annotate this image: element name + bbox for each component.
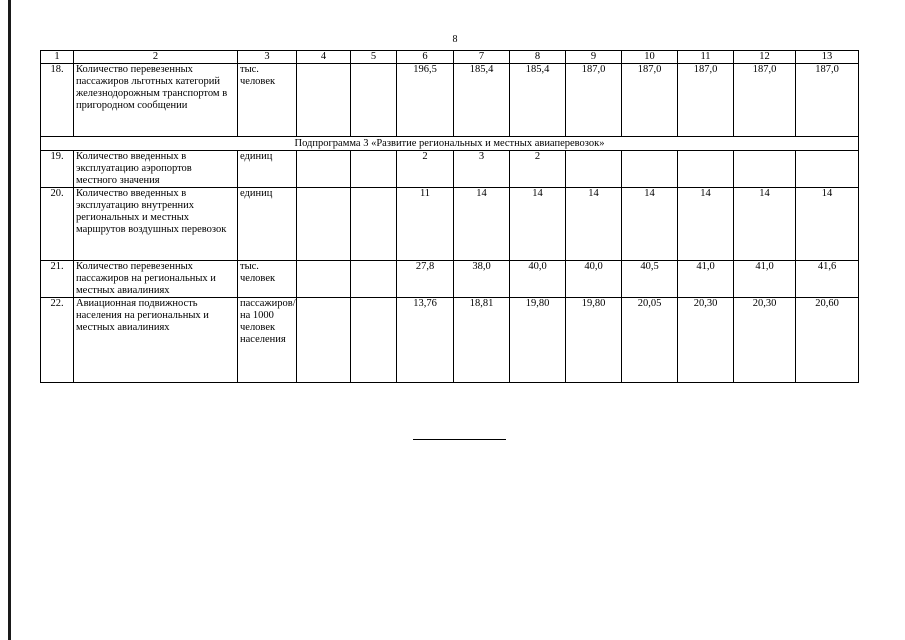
value-cell: 40,5 bbox=[622, 261, 678, 298]
value-cell: 13,76 bbox=[397, 298, 454, 383]
table-row bbox=[41, 298, 859, 383]
value-cell bbox=[351, 188, 397, 261]
column-header: 8 bbox=[510, 51, 566, 64]
column-header: 6 bbox=[397, 51, 454, 64]
value-cell: 187,0 bbox=[796, 64, 859, 137]
value-cell: 14 bbox=[678, 188, 734, 261]
row-number: 20. bbox=[41, 188, 74, 261]
column-header: 7 bbox=[454, 51, 510, 64]
indicator-name: Количество введенных в эксплуатацию внутренних региональных и местных маршрутов воздушных перевозок bbox=[74, 188, 238, 261]
value-cell: 14 bbox=[510, 188, 566, 261]
value-cell: 20,60 bbox=[796, 298, 859, 383]
value-cell: 187,0 bbox=[566, 64, 622, 137]
column-header: 13 bbox=[796, 51, 859, 64]
column-header: 1 bbox=[41, 51, 74, 64]
table-row bbox=[41, 64, 859, 137]
column-header: 12 bbox=[734, 51, 796, 64]
column-header: 9 bbox=[566, 51, 622, 64]
value-cell bbox=[622, 151, 678, 188]
value-cell bbox=[351, 151, 397, 188]
value-cell: 20,30 bbox=[678, 298, 734, 383]
value-cell: 14 bbox=[734, 188, 796, 261]
value-cell: 14 bbox=[622, 188, 678, 261]
value-cell: 40,0 bbox=[510, 261, 566, 298]
column-header: 3 bbox=[238, 51, 297, 64]
value-cell bbox=[297, 151, 351, 188]
value-cell: 187,0 bbox=[734, 64, 796, 137]
value-cell: 20,05 bbox=[622, 298, 678, 383]
indicator-name: Количество введенных в эксплуатацию аэропортов местного значения bbox=[74, 151, 238, 188]
unit-of-measure: пассажиров/на 1000 человек населения bbox=[238, 298, 297, 383]
column-header: 11 bbox=[678, 51, 734, 64]
value-cell: 14 bbox=[566, 188, 622, 261]
column-header: 10 bbox=[622, 51, 678, 64]
row-number: 21. bbox=[41, 261, 74, 298]
value-cell: 41,0 bbox=[734, 261, 796, 298]
indicator-name: Количество перевезенных пассажиров льготных категорий железнодорожным транспортом в пригородном сообщении bbox=[74, 64, 238, 137]
column-number-row bbox=[41, 51, 859, 64]
value-cell: 19,80 bbox=[566, 298, 622, 383]
value-cell: 41,6 bbox=[796, 261, 859, 298]
table-row bbox=[41, 261, 859, 298]
value-cell: 38,0 bbox=[454, 261, 510, 298]
value-cell: 196,5 bbox=[397, 64, 454, 137]
value-cell bbox=[351, 64, 397, 137]
subprogram-row bbox=[41, 137, 859, 151]
value-cell bbox=[351, 298, 397, 383]
value-cell bbox=[678, 151, 734, 188]
value-cell: 185,4 bbox=[510, 64, 566, 137]
value-cell bbox=[297, 261, 351, 298]
unit-of-measure: тыс. человек bbox=[238, 261, 297, 298]
value-cell: 40,0 bbox=[566, 261, 622, 298]
indicator-name: Авиационная подвижность населения на региональных и местных авиалиниях bbox=[74, 298, 238, 383]
value-cell: 11 bbox=[397, 188, 454, 261]
row-number: 18. bbox=[41, 64, 74, 137]
value-cell: 18,81 bbox=[454, 298, 510, 383]
value-cell: 185,4 bbox=[454, 64, 510, 137]
table-row bbox=[41, 188, 859, 261]
row-number: 19. bbox=[41, 151, 74, 188]
value-cell bbox=[566, 151, 622, 188]
row-number: 22. bbox=[41, 298, 74, 383]
column-header: 4 bbox=[297, 51, 351, 64]
value-cell: 14 bbox=[454, 188, 510, 261]
unit-of-measure: тыс. человек bbox=[238, 64, 297, 137]
unit-of-measure: единиц bbox=[238, 188, 297, 261]
unit-of-measure: единиц bbox=[238, 151, 297, 188]
indicators-table bbox=[40, 50, 859, 383]
value-cell: 3 bbox=[454, 151, 510, 188]
value-cell bbox=[297, 64, 351, 137]
value-cell: 14 bbox=[796, 188, 859, 261]
value-cell bbox=[351, 261, 397, 298]
value-cell bbox=[796, 151, 859, 188]
column-header: 2 bbox=[74, 51, 238, 64]
column-header: 5 bbox=[351, 51, 397, 64]
indicator-name: Количество перевезенных пассажиров на региональных и местных авиалиниях bbox=[74, 261, 238, 298]
value-cell: 27,8 bbox=[397, 261, 454, 298]
table-row bbox=[41, 151, 859, 188]
value-cell bbox=[734, 151, 796, 188]
page-number: 8 bbox=[452, 34, 458, 45]
value-cell: 41,0 bbox=[678, 261, 734, 298]
subprogram-title: Подпрограмма 3 «Развитие региональных и местных авиаперевозок» bbox=[41, 137, 859, 151]
value-cell bbox=[297, 188, 351, 261]
value-cell: 187,0 bbox=[678, 64, 734, 137]
value-cell: 2 bbox=[510, 151, 566, 188]
value-cell: 187,0 bbox=[622, 64, 678, 137]
value-cell: 19,80 bbox=[510, 298, 566, 383]
value-cell: 2 bbox=[397, 151, 454, 188]
value-cell: 20,30 bbox=[734, 298, 796, 383]
end-of-table-rule bbox=[413, 439, 506, 440]
value-cell bbox=[297, 298, 351, 383]
scan-left-edge bbox=[8, 0, 11, 640]
